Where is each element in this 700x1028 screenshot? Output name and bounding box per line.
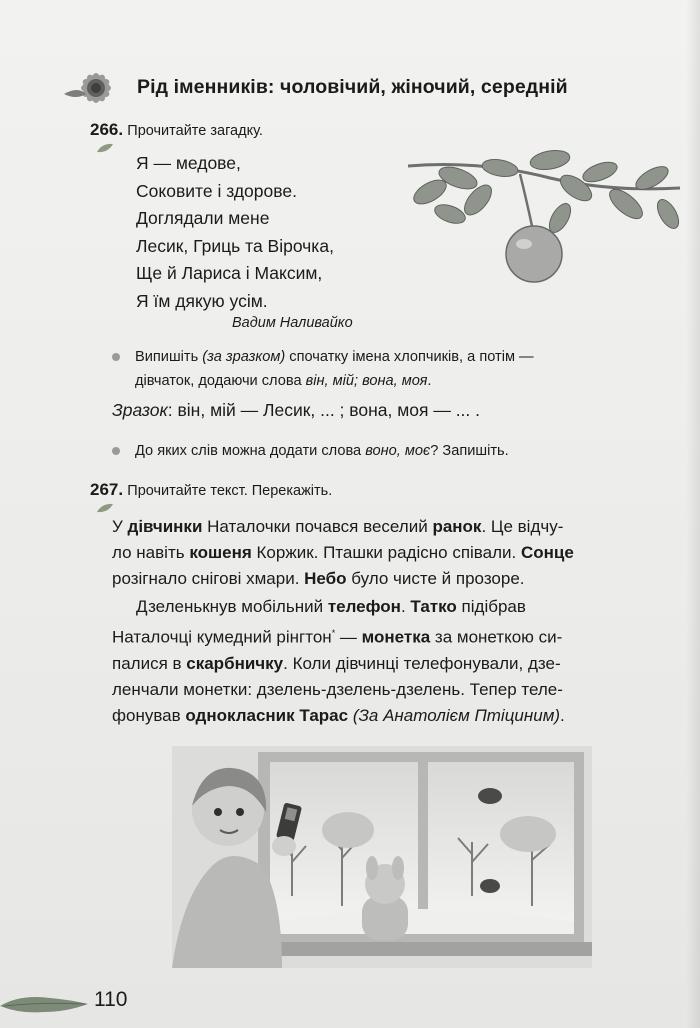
poem-author: Вадим Наливайко: [232, 315, 353, 331]
exercise-number: 267.: [90, 480, 124, 499]
task-bullet-2: [112, 440, 672, 464]
bullet-dot-icon: [112, 353, 120, 361]
text-line: Дзеленькнув мобільний телефон. Татко підібрав: [136, 597, 526, 616]
task-line: Випишіть (за зразком) спочатку імена хлопчиків, а потім —: [135, 349, 534, 365]
task-line: дівчаток, додаючи слова він, мій; вона, моя.: [135, 373, 432, 389]
task-line: До яких слів можна додати слова воно, моє? Запишіть.: [135, 443, 509, 459]
poem-line: Ще й Лариса і Максим,: [136, 263, 323, 283]
sample-text: : він, мій — Лесик, ... ; вона, моя — ... .: [167, 400, 481, 420]
text-line: ло навіть кошеня Коржик. Пташки радісно співали. Сонце: [112, 543, 574, 563]
girl-window-illustration: [172, 746, 592, 968]
sample-label: Зразок: [112, 400, 168, 420]
text-line: ленчали монетки: дзелень-дзелень-дзелень. Тепер теле-: [112, 680, 563, 700]
riddle-poem: [136, 150, 334, 315]
poem-line: Соковите і здорове.: [136, 180, 297, 201]
poem-line: Я — медове,: [136, 153, 241, 173]
exercise-267-header: [90, 480, 332, 500]
poem-line: Доглядали мене: [136, 208, 270, 228]
text-line: палися в скарбничку. Коли дівчинці телефонували, дзе-: [112, 654, 561, 674]
poem-line: Лесик, Гриць та Вірочка,: [136, 235, 334, 256]
paragraph-2: [112, 594, 565, 730]
leaf-bullet-icon: [96, 502, 114, 514]
task-bullet-1: [112, 346, 672, 392]
text-line: фонував однокласник Тарас (За Анатолієм Птіциним).: [112, 706, 565, 726]
text-line: У дівчинки Наталочки почався веселий ранок. Це відчу-: [112, 517, 564, 536]
exercise-number: 266.: [90, 120, 124, 139]
paragraph-1: [112, 514, 574, 593]
text-line: Наталочці кумедний рінгтон* — монетка за монеткою си-: [112, 627, 563, 647]
sunflower-icon: [60, 64, 130, 112]
bullet-dot-icon: [112, 447, 120, 455]
poem-line: Я їм дякую усім.: [136, 290, 268, 311]
text-line: розігнало снігові хмари. Небо було чисте й прозоре.: [112, 569, 525, 589]
exercise-266-header: [90, 120, 263, 140]
page-title: Рід іменників: чоловічий, жіночий, середній: [137, 76, 568, 98]
corner-leaf-icon: [0, 990, 92, 1016]
exercise-instruction: Прочитайте текст. Перекажіть.: [127, 483, 333, 499]
sample-pattern: [112, 400, 480, 421]
exercise-instruction: Прочитайте загадку.: [127, 123, 263, 139]
page-number: 110: [94, 988, 128, 1011]
leaf-bullet-icon: [96, 142, 114, 154]
apple-branch-illustration: [400, 148, 690, 288]
